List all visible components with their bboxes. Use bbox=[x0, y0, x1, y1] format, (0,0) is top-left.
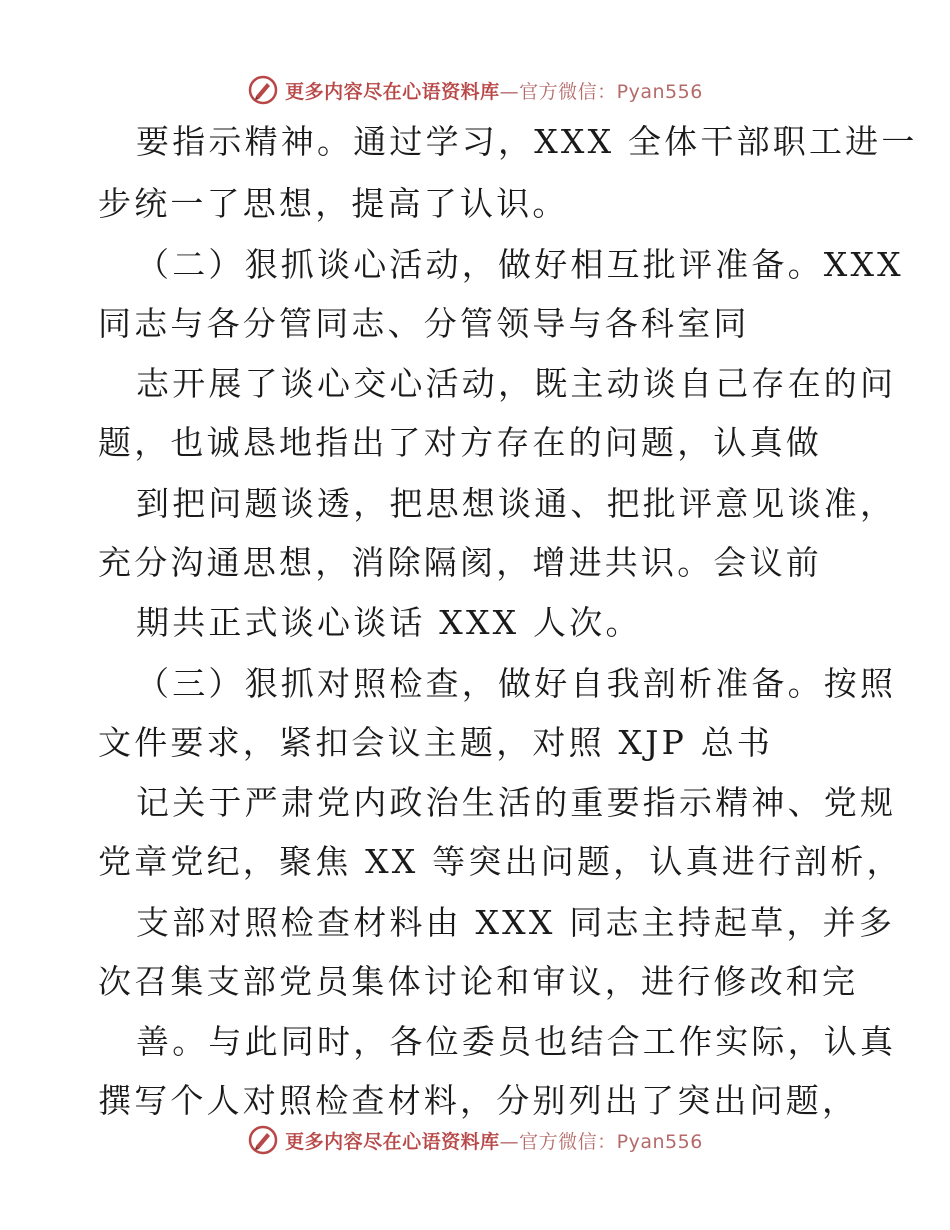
watermark-brand: 更多内容尽在心语资料库 bbox=[285, 1130, 500, 1153]
paragraph-line: 题，也诚恳地指出了对方存在的问题，认真做 bbox=[98, 423, 822, 462]
paragraph-line: 善。与此同时，各位委员也结合工作实际，认真 bbox=[136, 1022, 897, 1061]
header-watermark bbox=[0, 70, 950, 110]
paragraph-line: 步统一了思想，提高了认识。 bbox=[98, 184, 569, 223]
paragraph-line: 记关于严肃党内政治生活的重要指示精神、党规 bbox=[136, 783, 897, 822]
pen-circle-logo-icon bbox=[247, 74, 279, 106]
paragraph-line: 充分沟通思想，消除隔阂，增进共识。会议前 bbox=[98, 543, 822, 582]
paragraph-line: 到把问题谈透，把思想谈通、把批评意见谈准， bbox=[136, 484, 897, 523]
paragraph-line: 志开展了谈心交心活动，既主动谈自己存在的问 bbox=[136, 364, 897, 403]
watermark-brand: 更多内容尽在心语资料库 bbox=[285, 80, 500, 103]
paragraph-line: 撰写个人对照检查材料，分别列出了突出问题， bbox=[98, 1081, 859, 1120]
watermark-separator: — bbox=[499, 1130, 520, 1153]
paragraph-line: 文件要求，紧扣会议主题，对照 XJP 总书 bbox=[98, 723, 774, 762]
paragraph-line: 期共正式谈心谈话 XXX 人次。 bbox=[136, 603, 642, 642]
pen-circle-logo-icon bbox=[247, 1124, 279, 1156]
watermark-separator: — bbox=[499, 80, 520, 103]
paragraph-line: 党章党纪，聚焦 XX 等突出问题，认真进行剖析， bbox=[98, 842, 903, 881]
watermark-contact: 官方微信：Pyan556 bbox=[519, 1130, 703, 1153]
paragraph-line: （二）狠抓谈心活动，做好相互批评准备。XXX bbox=[136, 245, 904, 284]
paragraph-line: （三）狠抓对照检查，做好自我剖析准备。按照 bbox=[136, 664, 897, 703]
watermark-contact: 官方微信：Pyan556 bbox=[519, 80, 703, 103]
paragraph-line: 要指示精神。通过学习，XXX 全体干部职工进一 bbox=[136, 122, 918, 161]
paragraph-line: 同志与各分管同志、分管领导与各科室同 bbox=[98, 304, 750, 343]
footer-watermark bbox=[0, 1120, 950, 1160]
paragraph-line: 次召集支部党员集体讨论和审议，进行修改和完 bbox=[98, 962, 859, 1001]
paragraph-line: 支部对照检查材料由 XXX 同志主持起草，并多 bbox=[136, 903, 896, 942]
